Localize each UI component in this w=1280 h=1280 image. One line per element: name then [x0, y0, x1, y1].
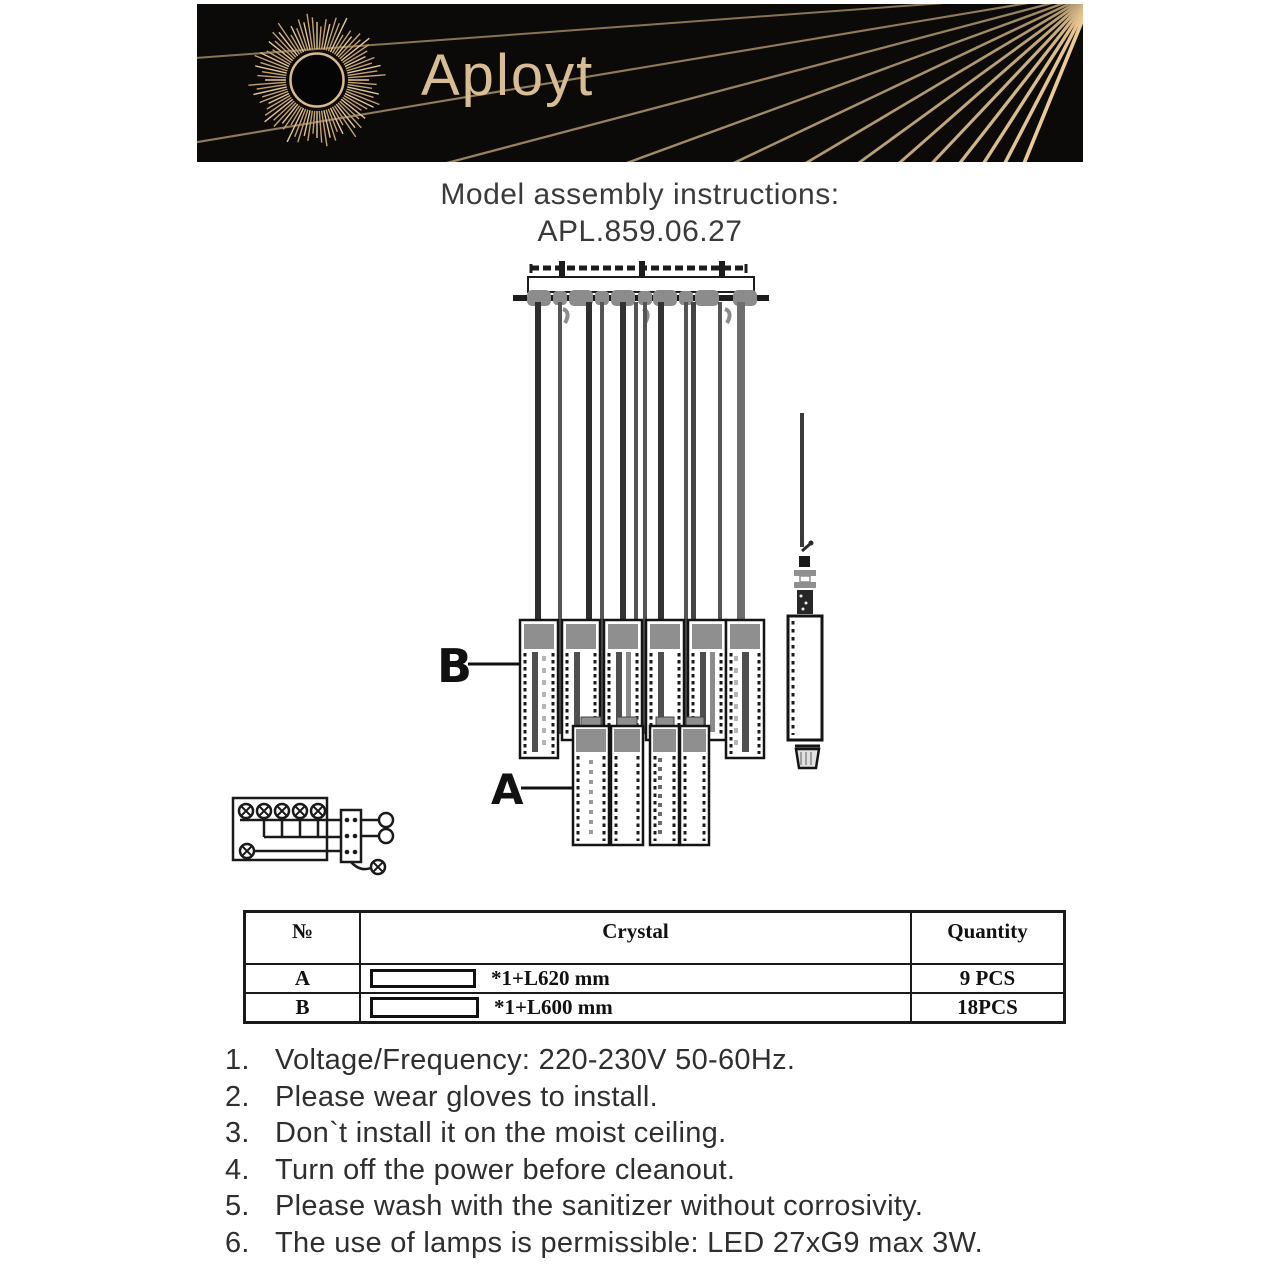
col-header-num: №: [245, 912, 361, 965]
instruction-text: Please wear gloves to install.: [275, 1080, 658, 1113]
instruction-item: [225, 1115, 1225, 1152]
instruction-text: Don`t install it on the moist ceiling.: [275, 1117, 727, 1150]
instruction-number: 1.: [225, 1044, 250, 1076]
table-header-row: [245, 912, 1065, 965]
crystal-tier-a: [573, 717, 709, 845]
instruction-text: The use of lamps is permissible: LED 27xG9 max 3W.: [275, 1226, 984, 1259]
brand-name: Aployt: [421, 43, 595, 108]
terminal-screws: [239, 804, 325, 818]
instruction-number: 3.: [225, 1117, 250, 1150]
part-id: A: [245, 964, 361, 993]
part-id: B: [245, 993, 361, 1023]
part-quantity: 9 PCS: [911, 964, 1065, 993]
col-header-crystal: Crystal: [360, 912, 911, 965]
parts-table: [243, 910, 1066, 1024]
brand-banner: [197, 4, 1083, 162]
instruction-text: Voltage/Frequency: 220-230V 50-60Hz.: [275, 1044, 796, 1076]
table-row: [245, 993, 1065, 1023]
label-a: A: [491, 765, 524, 814]
instruction-item: [225, 1225, 1225, 1262]
instruction-item: [225, 1079, 1225, 1116]
crystal-icon: [370, 997, 479, 1018]
label-b: B: [437, 639, 473, 693]
banner-decoration: [197, 4, 1083, 162]
model-number: APL.859.06.27: [537, 215, 743, 248]
instruction-number: 5.: [225, 1190, 250, 1223]
assembly-diagram: [225, 250, 885, 895]
instruction-number: 6.: [225, 1226, 250, 1259]
instruction-text: Please wash with the sanitizer without corrosivity.: [275, 1190, 924, 1223]
instruction-item: [225, 1042, 1225, 1079]
instruction-item: [225, 1188, 1225, 1225]
instructions-list: [225, 1042, 1225, 1262]
table-row: [245, 964, 1065, 993]
col-header-quantity: Quantity: [911, 912, 1065, 965]
title-line1: Model assembly instructions:: [440, 178, 840, 211]
wiring-diagram: [233, 798, 393, 874]
instruction-item: [225, 1152, 1225, 1189]
sunburst-logo: [248, 14, 385, 147]
crystal-size: *1+L600 mm: [494, 995, 613, 1019]
crystal-icon: [370, 969, 476, 988]
crystal-size: *1+L620 mm: [491, 966, 610, 990]
instruction-text: Turn off the power before cleanout.: [275, 1153, 736, 1186]
part-quantity: 18PCS: [911, 993, 1065, 1023]
instruction-number: 4.: [225, 1153, 250, 1186]
instruction-number: 2.: [225, 1080, 250, 1113]
pendant-detail: [788, 413, 822, 768]
page-title: [0, 176, 1280, 250]
